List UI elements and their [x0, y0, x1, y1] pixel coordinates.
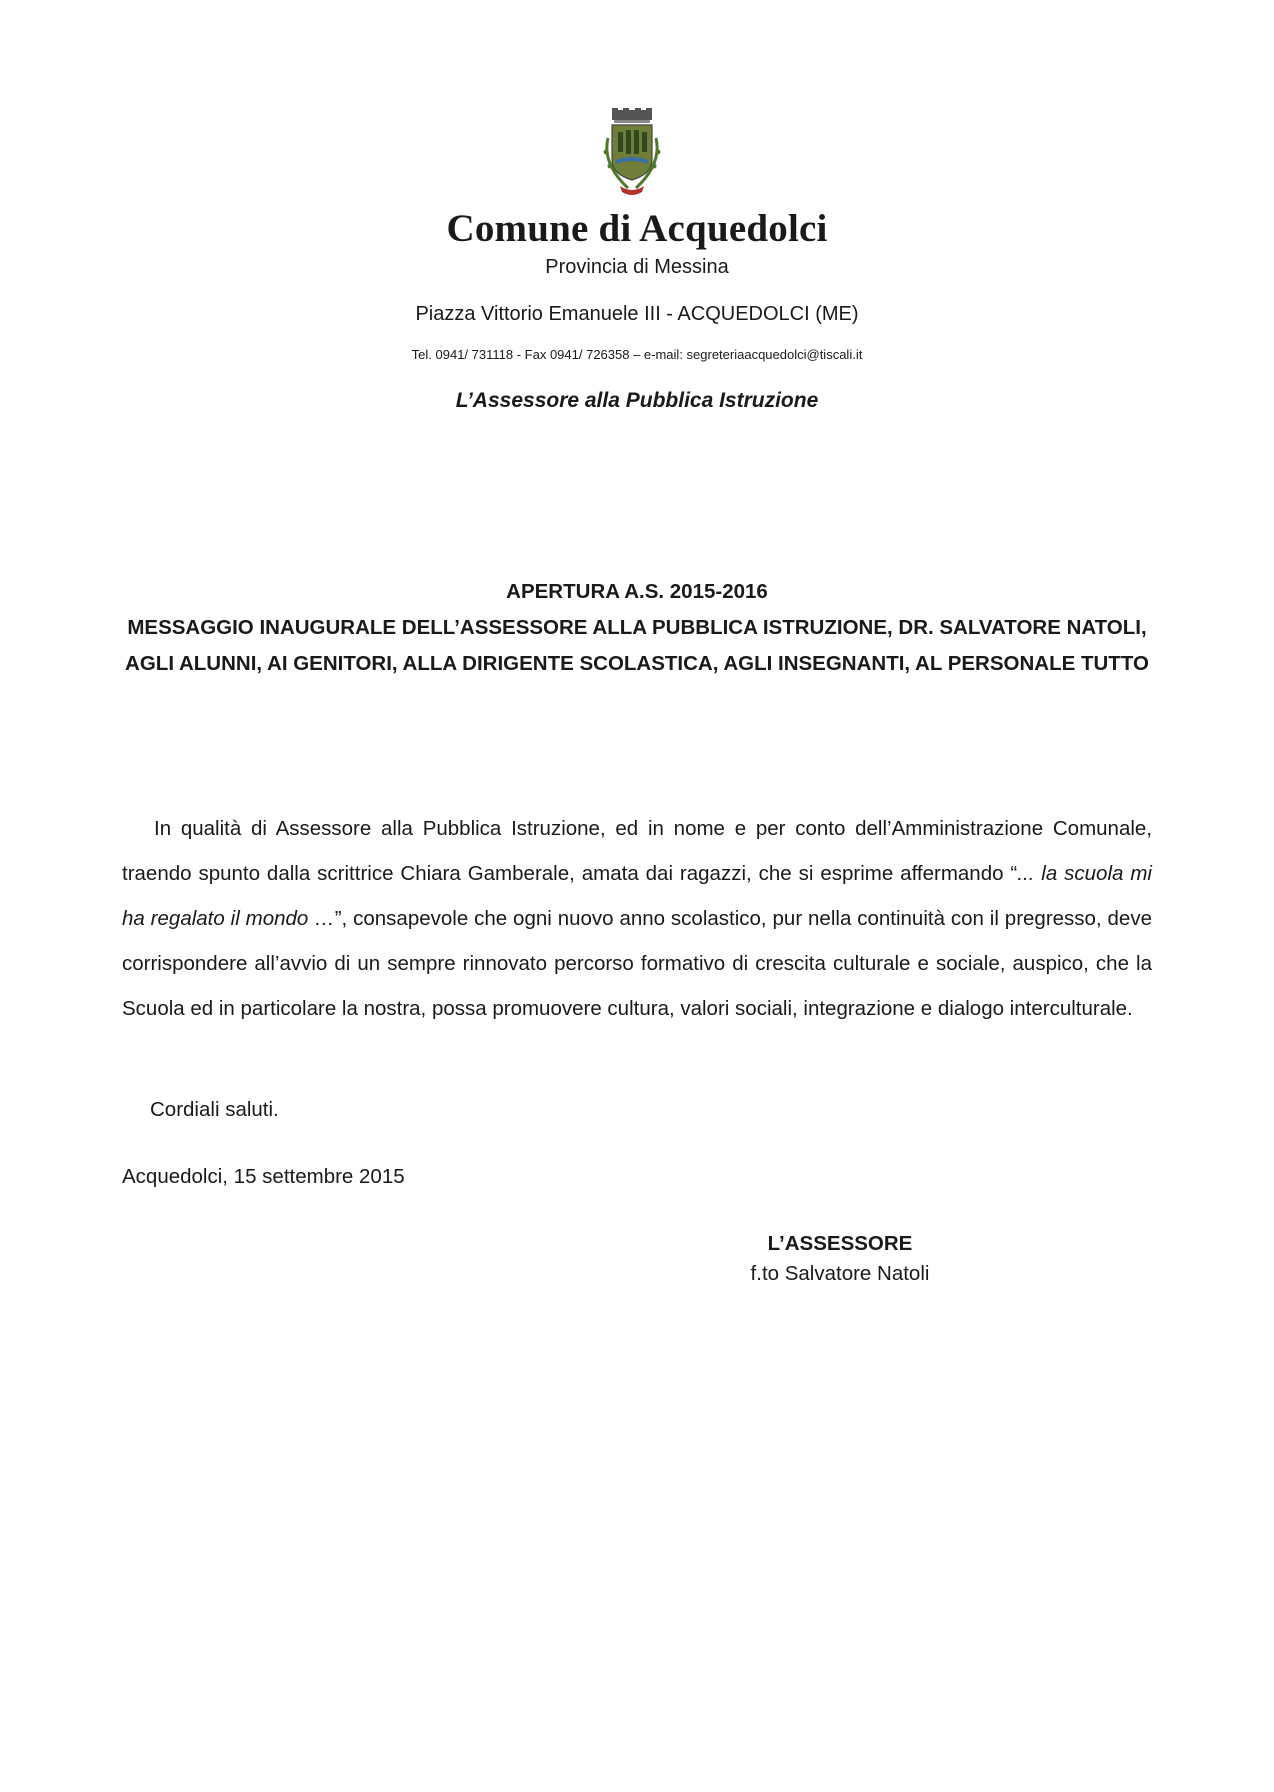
body-text-part-1: In qualità di Assessore alla Pubblica Istruzione, ed in nome e per conto dell’Amministrazione Comunale, traendo spunto dalla scrittrice Chiara Gamberale, amata dai ragazzi, che si esprime affermando “: [122, 817, 1152, 885]
subject-line-3: AGLI ALUNNI, AI GENITORI, ALLA DIRIGENTE SCOLASTICA, AGLI INSEGNANTI, AL PERSONALE TUTTO: [125, 652, 1149, 675]
subject-line-2: MESSAGGIO INAUGURALE DELL’ASSESSORE ALLA PUBBLICA ISTRUZIONE, DR. SALVATORE NATOLI,: [127, 616, 1147, 639]
contact-line: Tel. 0941/ 731118 - Fax 0941/ 726358 – e-mail: segreteriaacquedolci@tiscali.it: [411, 347, 863, 362]
municipality-name: Comune di Acquedolci: [446, 207, 828, 250]
place-and-date: Acquedolci, 15 settembre 2015: [122, 1165, 405, 1188]
subject-line-1: APERTURA A.S. 2015-2016: [506, 580, 768, 603]
body-quote: ... la scuola mi ha regalato il mondo …: [122, 862, 1152, 930]
signature-name: f.to Salvatore Natoli: [750, 1262, 930, 1285]
closing-greeting: Cordiali saluti.: [150, 1098, 279, 1121]
office-title: L’Assessore alla Pubblica Istruzione: [455, 389, 819, 412]
municipal-crest-icon: [598, 108, 666, 196]
body-paragraph: [122, 806, 1152, 1031]
signature-role: L’ASSESSORE: [767, 1232, 913, 1255]
body-text-part-2: ”, consapevole che ogni nuovo anno scolastico, pur nella continuità con il pregresso, deve corrispondere all’avvio di un sempre rinnovato percorso formativo di crescita culturale e sociale, auspico, che la Scuola ed in particolare la nostra, possa promuovere cultura, valori sociali, integrazione e dialogo interculturale.: [122, 907, 1152, 1020]
province-name: Provincia di Messina: [545, 256, 729, 278]
municipality-address: Piazza Vittorio Emanuele III - ACQUEDOLCI (ME): [415, 303, 859, 325]
